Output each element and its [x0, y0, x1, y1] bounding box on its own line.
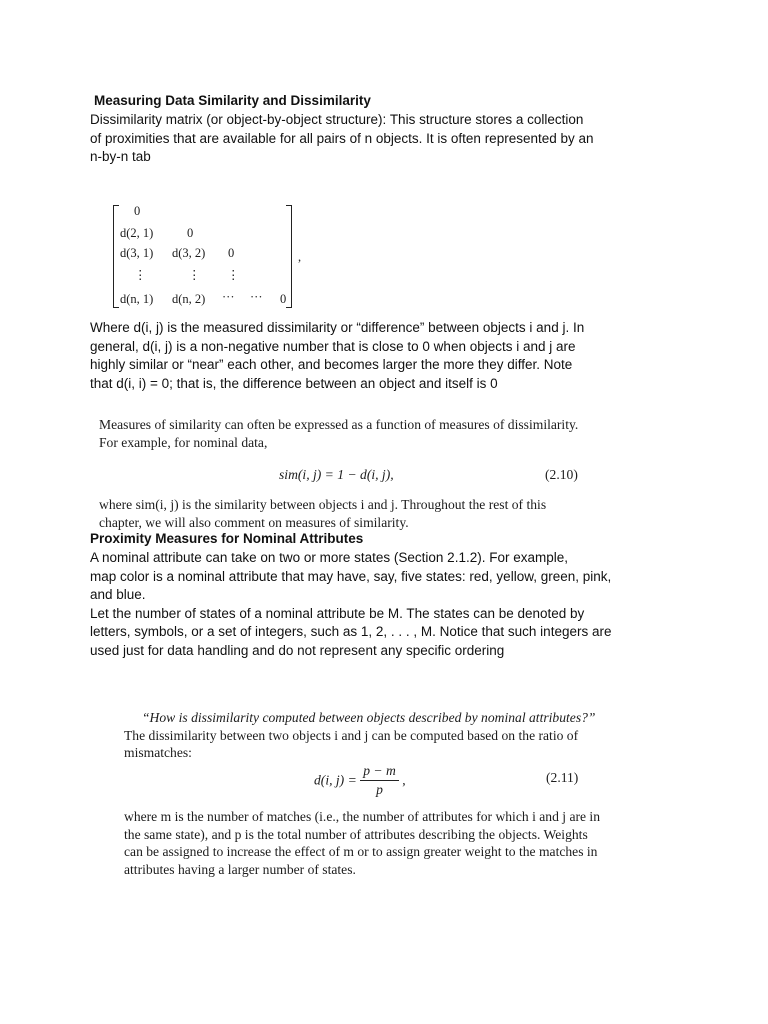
- fraction-denominator: p: [376, 781, 383, 797]
- dissimilarity-matrix: [110, 202, 310, 310]
- fraction-numerator: p − m: [360, 762, 399, 781]
- matrix-cell: d(3, 1): [120, 246, 154, 260]
- equation-2-11: [314, 762, 406, 798]
- text-line: where m is the number of matches (i.e., the number of attributes for which i and j are in: [124, 809, 601, 824]
- text-line: that d(i, i) = 0; that is, the difference between an object and itself is 0: [90, 375, 498, 391]
- book-excerpt-similarity: [99, 416, 599, 530]
- book-excerpt-nominal-dissimilarity: [124, 709, 614, 877]
- text-line: A nominal attribute can take on two or more states (Section 2.1.2). For example,: [90, 550, 568, 565]
- section-heading-similarity: Measuring Data Similarity and Dissimilarity: [94, 93, 371, 108]
- matrix-cell: 0: [134, 204, 141, 218]
- matrix-trailing-comma: ,: [298, 250, 302, 264]
- matrix-cell: 0: [280, 292, 287, 306]
- matrix-cell: 0: [187, 226, 194, 240]
- matrix-cell: ···: [250, 290, 263, 304]
- text-line: attributes having a larger number of states.: [124, 861, 356, 877]
- matrix-cell: d(n, 1): [120, 292, 154, 306]
- dissimilarity-definition-paragraph: [90, 319, 650, 393]
- text-line: For example, for nominal data,: [99, 434, 268, 450]
- text-line: used just for data handling and do not represent any specific ordering: [90, 642, 505, 658]
- matrix-cell: d(3, 2): [172, 246, 206, 260]
- text-line: Measures of similarity can often be expressed as a function of measures of dissimilarity.: [99, 417, 579, 432]
- text-line: Let the number of states of a nominal attribute be M. The states can be denoted by: [90, 605, 585, 621]
- text-line: letters, symbols, or a set of integers, such as 1, 2, . . . , M. Notice that such integers are: [90, 624, 612, 640]
- equation-2-10: sim(i, j) = 1 − d(i, j),: [279, 467, 394, 482]
- text-line: highly similar or “near” each other, and becomes larger the more they differ. Note: [90, 357, 573, 373]
- equation-lhs: d(i, j) =: [314, 772, 357, 788]
- text-line: The dissimilarity between two objects i and j can be computed based on the ratio of: [124, 727, 579, 743]
- matrix-cell: 0: [228, 246, 235, 260]
- text-line: map color is a nominal attribute that may have, say, five states: red, yellow, green, pink,: [90, 568, 612, 584]
- matrix-cell: ⋮: [134, 268, 147, 282]
- matrix-cell: ⋮: [227, 268, 240, 282]
- intro-paragraph: [90, 111, 650, 167]
- matrix-cell: d(n, 2): [172, 292, 206, 306]
- text-line: can be assigned to increase the effect of m or to assign greater weight to the matches in: [124, 844, 598, 860]
- text-line: Where d(i, j) is the measured dissimilarity or “difference” between objects i and j. In: [90, 320, 585, 335]
- text-line: chapter, we will also comment on measures of similarity.: [99, 514, 409, 530]
- excerpt-question: “How is dissimilarity computed between objects described by nominal attributes?”: [142, 710, 596, 725]
- nominal-attributes-paragraph: [90, 549, 650, 661]
- equation-fraction: [360, 762, 399, 798]
- right-bracket: [286, 205, 292, 308]
- matrix-cell: d(2, 1): [120, 226, 154, 240]
- matrix-cell: ⋮: [188, 268, 201, 282]
- text-line: Dissimilarity matrix (or object-by-object structure): This structure stores a collection: [90, 112, 584, 127]
- text-line: the same state), and p is the total number of attributes describing the objects. Weights: [124, 826, 588, 842]
- excerpt-paragraph: [124, 808, 614, 878]
- matrix-cell: ···: [222, 290, 235, 304]
- text-line: mismatches:: [124, 745, 192, 761]
- text-line: and blue.: [90, 587, 146, 603]
- text-line: general, d(i, j) is a non-negative number that is close to 0 when objects i and j are: [90, 338, 576, 354]
- text-line: of proximities that are available for all pairs of n objects. It is often represented by an: [90, 130, 594, 146]
- equation-number: (2.10): [545, 467, 578, 482]
- section-heading-nominal: Proximity Measures for Nominal Attributes: [90, 531, 364, 546]
- text-line: n-by-n tab: [90, 149, 151, 165]
- equation-number: (2.11): [546, 770, 579, 785]
- equation-trailing-comma: ,: [402, 772, 406, 788]
- left-bracket: [113, 205, 119, 308]
- excerpt-paragraph: [99, 496, 599, 531]
- text-line: where sim(i, j) is the similarity between objects i and j. Throughout the rest of this: [99, 497, 547, 512]
